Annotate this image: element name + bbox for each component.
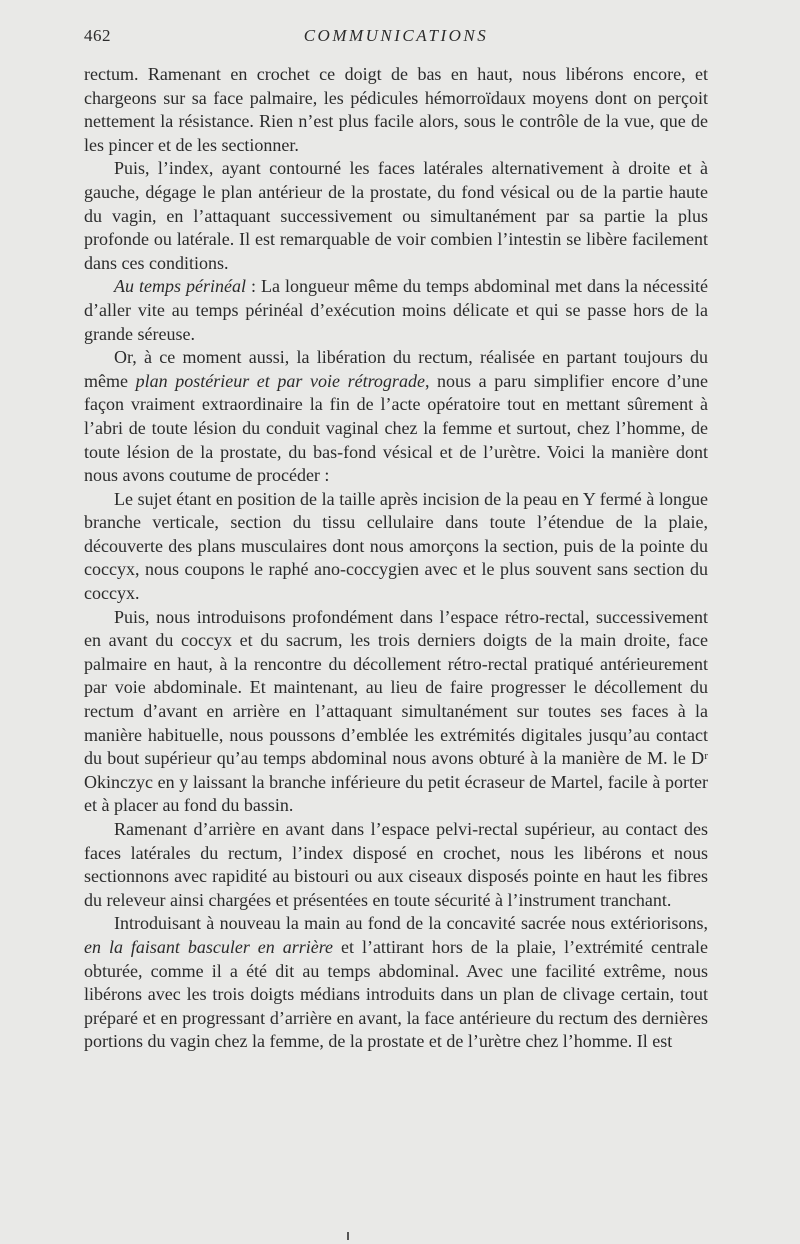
paragraph-8: Introduisant à nouveau la main au fond de la concavité sacrée nous extériorisons, en la faisant basculer en arrière et l’attirant hors de la plaie, l’extrémité centrale obturée, comme il a été dit au temps abdominal. Avec une facilité extrême, nous libérons avec les trois doigts médians introduits dans un plan de clivage certain, tout préparé et en progressant d’arrière en avant, la face antérieure du rectum des dernières portions du vagin chez la femme, de la prostate et de l’urètre chez l’homme. Il est (84, 913, 708, 1052)
running-title: COMMUNICATIONS (303, 26, 489, 45)
paragraph-1: rectum. Ramenant en crochet ce doigt de bas en haut, nous libérons encore, et chargeons sur sa face palmaire, les pédicules hémorroïdaux moyens dont on perçoit nettement la résistance. Rien n’est plus facile alors, sous le contrôle de la vue, que de les pincer et de les sectionner. (84, 64, 708, 155)
emphasis-text: plan postérieur et par voie rétrograde (135, 370, 425, 391)
section-heading-perineal: Au temps périnéal (114, 276, 246, 297)
paragraph-4: Or, à ce moment aussi, la libération du rectum, réalisée en partant toujours du même plan postérieur et par voie rétrograde, nous a paru simplifier encore d’une façon vraiment extraordinaire la fin de l’acte opératoire tout en mettant sûrement à l’abri de toute lésion du conduit vaginal chez la femme et surtout, chez l’homme, de toute lésion de la prostate, du bas-fond vésical et de l’urètre. Voici la manière dont nous avons coutume de procéder : (84, 347, 708, 486)
emphasis-text: en la faisant basculer en arrière (84, 936, 334, 957)
paragraph-6: Puis, nous introduisons profondément dans l’espace rétro-rectal, successivement en avant du coccyx et du sacrum, les trois derniers doigts de la main droite, face palmaire en haut, à la rencontre du décollement rétro-rectal pratiqué antérieurement par voie abdominale. Et maintenant, au lieu de faire progresser le décollement du rectum d’avant en arrière en l’attaquant simultanément sur toutes ses faces à la manière habituelle, nous poussons d’emblée les extrémités digitales jusqu’au contact du bout supérieur qu’au temps abdominal nous avons obturé à la manière de M. le Dʳ Okinczyc en y laissant la branche inférieure du petit écraseur de Martel, facile à porter et à placer au fond du bassin. (84, 606, 708, 816)
page-header (84, 26, 708, 50)
page-number: 462 (84, 26, 111, 45)
print-mark (347, 1232, 349, 1240)
paragraph-2: Puis, l’index, ayant contourné les faces latérales alternativement à droite et à gauche, dégage le plan antérieur de la prostate, du fond vésical ou de la partie haute du vagin, en l’attaquant successivement ou simultanément par sa partie la plus profonde ou latérale. Il est remarquable de voir combien l’intestin se libère facilement dans ces conditions. (84, 158, 708, 273)
body-text (84, 63, 708, 1054)
paragraph-5: Le sujet étant en position de la taille après incision de la peau en Y fermé à longue branche verticale, section du tissu cellulaire dans toute l’étendue de la plaie, découverte des plans musculaires dont nous amorçons la section, puis de la pointe du coccyx, nous coupons le raphé ano-coccygien avec et le plus souvent sans section du coccyx. (84, 488, 708, 604)
paragraph-7: Ramenant d’arrière en avant dans l’espace pelvi-rectal supérieur, au contact des faces latérales du rectum, l’index disposé en crochet, nous les libérons et nous sectionnons avec rapidité au bistouri ou aux ciseaux disposés pointe en haut les fibres du releveur ainsi chargées et présentées en toute sécurité à l’instrument tranchant. (84, 819, 708, 910)
paragraph-3: Au temps périnéal : La longueur même du temps abdominal met dans la nécessité d’aller vite au temps périnéal d’exécution moins délicate et qui se passe hors de la grande séreuse. (84, 276, 708, 344)
